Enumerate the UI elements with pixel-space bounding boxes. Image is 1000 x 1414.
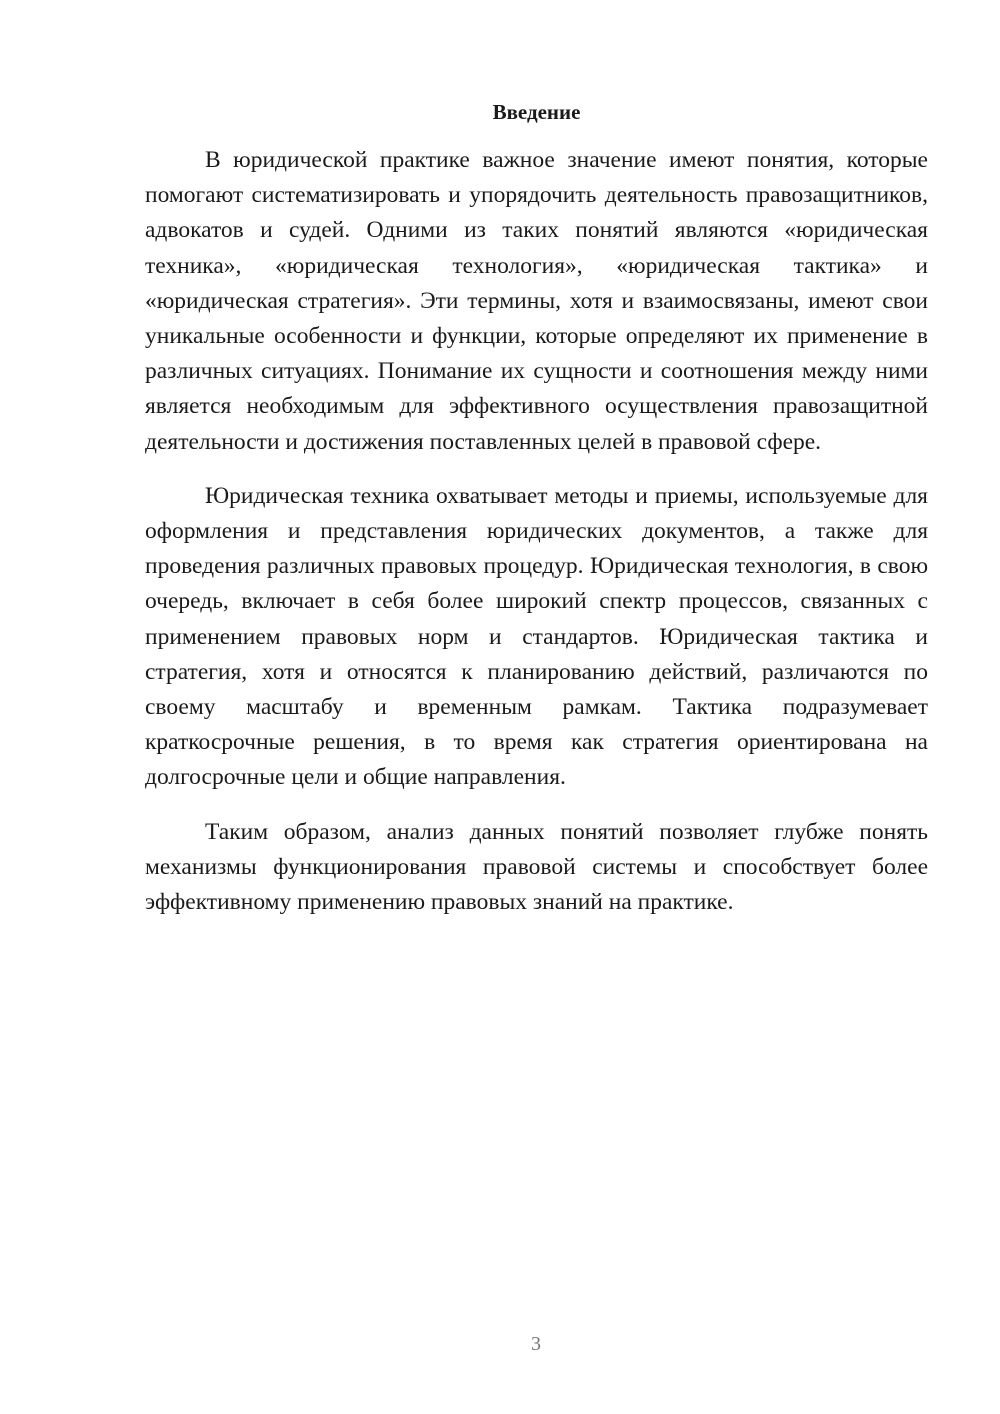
paragraph-2: Юридическая техника охватывает методы и приемы, используемые для оформления и представления юридических документов, а также для проведения различных правовых процедур. Юридическая технология, в свою очередь, включает в себя более широкий спектр процессов, связанных с применением правовых норм и стандартов. Юридическая тактика и стратегия, хотя и относятся к планированию действий, различаются по своему масштабу и временным рамкам. Тактика подразумевает краткосрочные решения, в то время как стратегия ориентирована на долгосрочные цели и общие направления. bbox=[145, 482, 928, 791]
section-title: Введение bbox=[492, 100, 581, 124]
document-body bbox=[145, 143, 928, 939]
paragraph-3: Таким образом, анализ данных понятий позволяет глубже понять механизмы функционирования правовой системы и способствует более эффективному применению правовых знаний на практике. bbox=[145, 818, 928, 916]
page-number: 3 bbox=[531, 1333, 541, 1355]
paragraph-1: В юридической практике важное значение имеют понятия, которые помогают систематизировать и упорядочить деятельность правозащитников, адвокатов и судей. Одними из таких понятий являются «юридическая техника», «юридическая технология», «юридическая тактика» и «юридическая стратегия». Эти термины, хотя и взаимосвязаны, имеют свои уникальные особенности и функции, которые определяют их применение в различных ситуациях. Понимание их сущности и соотношения между ними является необходимым для эффективного осуществления правозащитной деятельности и достижения поставленных целей в правовой сфере. bbox=[145, 147, 928, 455]
